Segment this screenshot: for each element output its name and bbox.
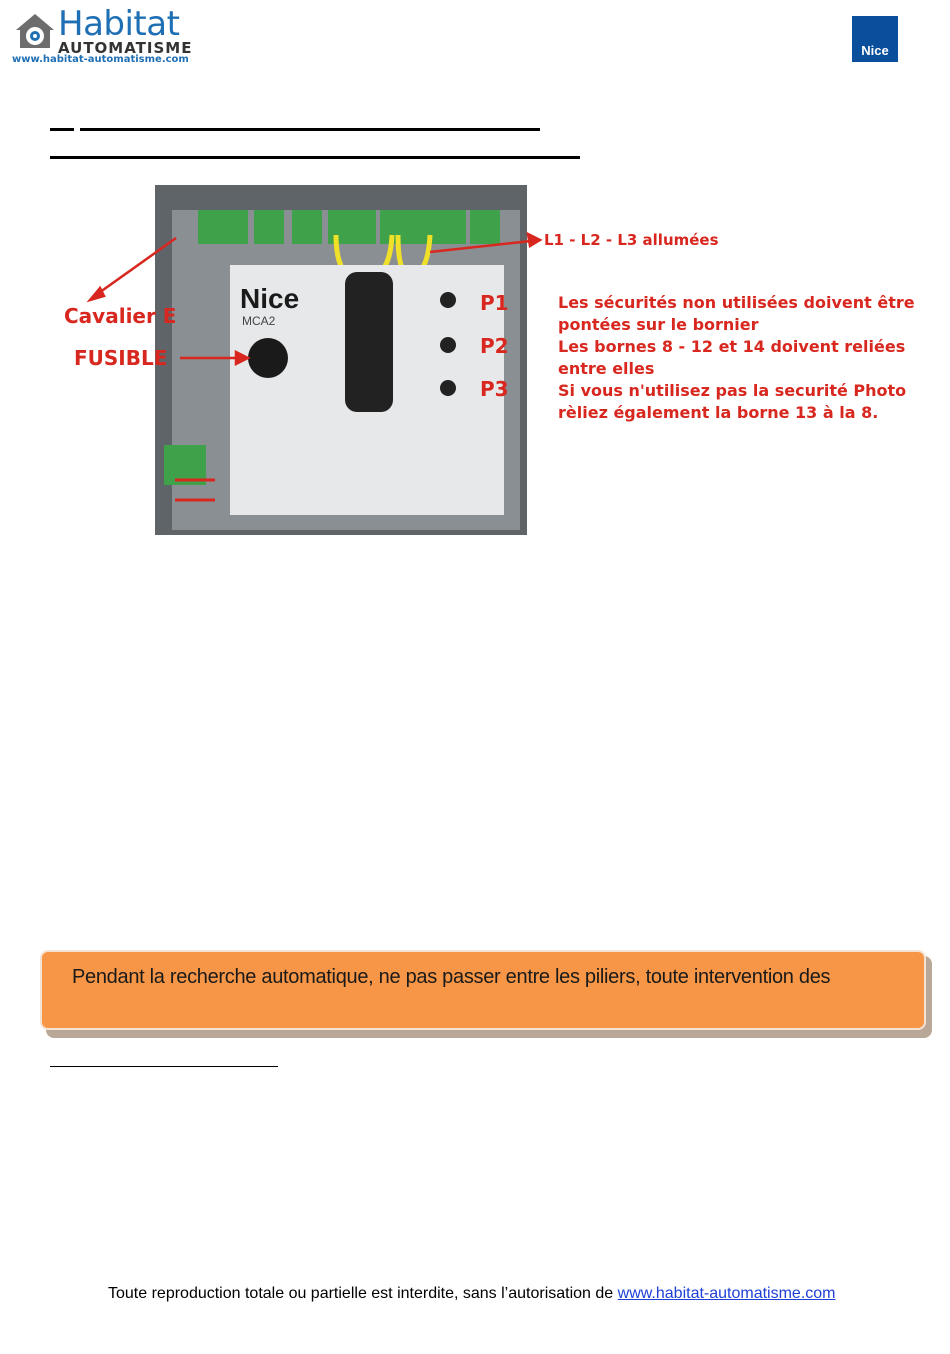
note-line: pontées sur le bornier: [558, 315, 759, 334]
brand-subtitle: AUTOMATISME: [58, 39, 193, 57]
note-line: Les bornes 8 - 12 et 14 doivent reliées: [558, 337, 906, 356]
warning-box: [40, 950, 926, 1030]
button-p3: P3: [480, 377, 509, 401]
title-underline-1: [80, 128, 540, 131]
brand-url: www.habitat-automatisme.com: [12, 54, 189, 65]
button-p2: P2: [480, 334, 509, 358]
button-p1: P1: [480, 291, 509, 315]
warning-text: Pendant la recherche automatique, ne pas passer entre les piliers, toute intervention des: [72, 966, 831, 988]
footer-text: Toute reproduction totale ou partielle est interdite, sans l’autorisation de: [108, 1285, 618, 1302]
security-note: [558, 293, 915, 422]
footer-link[interactable]: www.habitat-automatisme.com: [617, 1285, 836, 1302]
label-leds: L1 - L2 - L3 allumées: [544, 231, 719, 249]
note-line: Les sécurités non utilisées doivent être: [558, 293, 915, 312]
board-brand: Nice: [240, 283, 300, 314]
footnote-separator: [50, 1066, 278, 1067]
brand-title: Habitat: [58, 4, 180, 44]
nice-logo: Nice: [852, 16, 898, 62]
receiver-module: [345, 272, 393, 412]
note-line: entre elles: [558, 359, 655, 378]
board-model: MCA2: [242, 314, 276, 328]
habitat-logo: [12, 6, 192, 68]
house-gear-icon: [12, 8, 58, 54]
label-fusible: FUSIBLE: [74, 346, 168, 370]
note-line: Si vous n'utilisez pas la securité Photo: [558, 381, 907, 400]
title-underline-short: [50, 128, 74, 131]
fuse-holder: [248, 338, 288, 378]
footer: [108, 1285, 836, 1303]
label-cavalier: Cavalier E: [64, 304, 177, 328]
control-board-figure: [0, 180, 950, 550]
title-underline-2: [50, 156, 580, 159]
note-line: rèliez également la borne 13 à la 8.: [558, 403, 879, 422]
